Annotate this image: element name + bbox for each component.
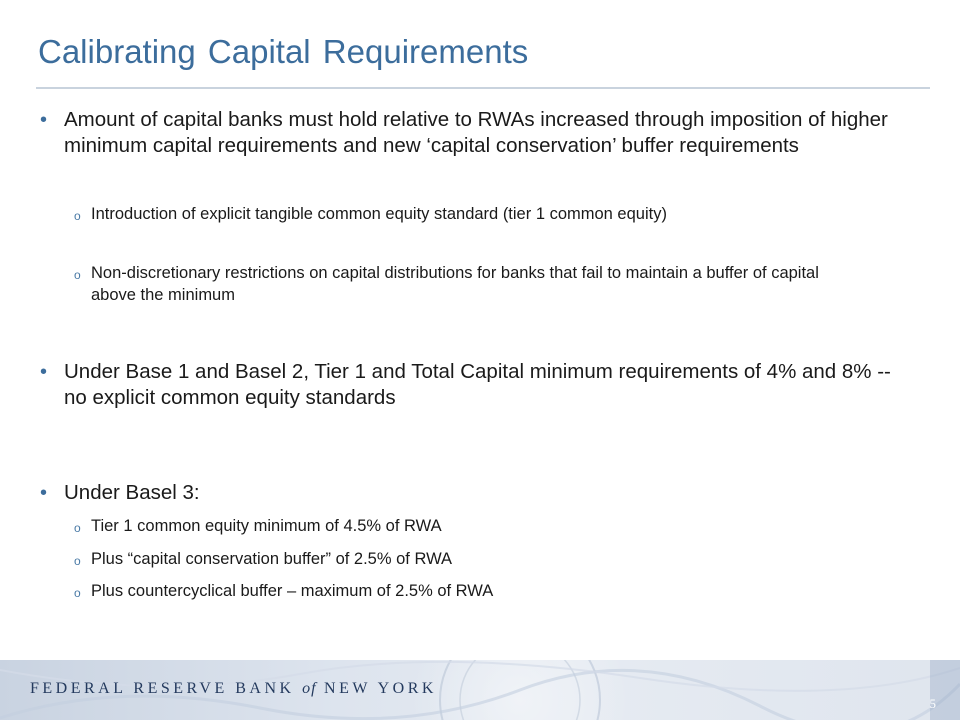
sub-bullet-text: Plus countercyclical buffer – maximum of 2.5% of RWA [91, 582, 494, 600]
footer-banner [0, 660, 960, 720]
bullet-text: Under Base 1 and Basel 2, Tier 1 and Total Capital minimum requirements of 4% and 8% -- no explicit common equity standards [64, 360, 891, 409]
sub-bullet-marker: o [74, 586, 81, 600]
sub-bullet-text: Tier 1 common equity minimum of 4.5% of RWA [91, 517, 442, 535]
footer-org-name [30, 680, 437, 698]
sub-bullet-text: Introduction of explicit tangible common equity standard (tier 1 common equity) [91, 205, 667, 223]
bullet-text: Under Basel 3: [64, 481, 200, 504]
sub-bullet-marker: o [74, 554, 81, 568]
footer-org-of: of [302, 680, 317, 697]
bullet-marker: • [40, 482, 48, 504]
title-divider [36, 87, 930, 89]
sub-bullet-marker: o [74, 209, 81, 223]
sub-bullet-text: Non-discretionary restrictions on capital distributions for banks that fail to maintain a buffer of capital above the minimum [91, 264, 819, 304]
bullet-text: Amount of capital banks must hold relative to RWAs increased through imposition of higher minimum capital requirements and new ‘capital conservation’ buffer requirements [64, 108, 888, 157]
sub-bullet-text: Plus “capital conservation buffer” of 2.5% of RWA [91, 550, 453, 568]
sub-bullet-marker: o [74, 521, 81, 535]
bullet-marker: • [40, 109, 48, 131]
page-number: 5 [929, 696, 936, 711]
bullet-marker: • [40, 361, 48, 383]
footer-org-post: NEW YORK [324, 680, 437, 697]
slide-title: Calibrating Capital Requirements [38, 33, 529, 70]
sub-bullet-marker: o [74, 268, 81, 282]
footer-org-pre: FEDERAL RESERVE BANK [30, 680, 295, 697]
